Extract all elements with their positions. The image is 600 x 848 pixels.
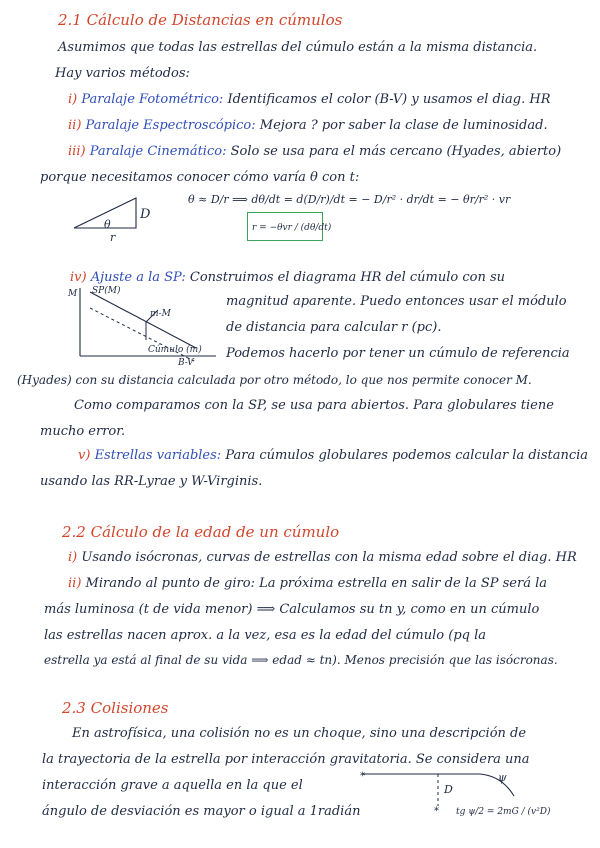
- item-marker: ii): [68, 118, 82, 133]
- collision-line1: En astrofísica, una colisión no es un choque, sino una descripción de: [72, 726, 527, 741]
- section-number: 2.1: [58, 11, 82, 29]
- formula-box-text: r = −θvr / (dθ/dt): [252, 223, 332, 233]
- triangle-side: D: [140, 207, 151, 222]
- collision-distance-label: D: [444, 783, 453, 796]
- method-ii: [68, 118, 548, 134]
- hr-sp-label: SP(M): [92, 286, 121, 296]
- item-text: Construimos el diagrama HR del cúmulo con su: [189, 270, 506, 285]
- hr-modulus-label: m-M: [150, 309, 171, 319]
- method-iv-line7: mucho error.: [40, 424, 126, 439]
- item-title: Paralaje Fotométrico:: [81, 92, 224, 107]
- section-number: 2.3: [62, 699, 86, 717]
- triangle-theta: θ: [104, 218, 111, 231]
- item-text: Mirando al punto de giro: La próxima estrella en salir de la SP será la: [85, 576, 547, 591]
- section-number: 2.2: [62, 523, 86, 541]
- age-line2: las estrellas nacen aprox. a la vez, esa es la edad del cúmulo (pq la: [44, 628, 486, 643]
- item-marker: i): [68, 92, 78, 107]
- item-title: Paralaje Espectroscópico:: [85, 118, 256, 133]
- method-i: [68, 92, 551, 108]
- item-marker: ii): [68, 576, 82, 591]
- section-2-2-heading: [62, 524, 339, 540]
- item-marker: iv): [70, 270, 87, 285]
- item-title: Estrellas variables:: [94, 448, 222, 463]
- formula-main: θ ≈ D/r ⟹ dθ/dt = d(D/r)/dt = − D/r² · dr/dt = − θr/r² · vr: [188, 193, 511, 206]
- method-iv-line2: magnitud aparente. Puedo entonces usar el módulo: [226, 294, 567, 309]
- collision-line3: interacción grave a aquella en la que el: [42, 778, 303, 793]
- age-method-ii: [68, 576, 547, 592]
- svg-text:*: *: [434, 806, 439, 817]
- item-title: Paralaje Cinemático:: [89, 144, 227, 159]
- porque-line: porque necesitamos conocer cómo varía θ con t:: [40, 170, 360, 185]
- triangle-base: r: [110, 231, 116, 244]
- section-title: Cálculo de Distancias en cúmulos: [86, 11, 343, 29]
- item-title: Ajuste a la SP:: [90, 270, 186, 285]
- item-marker: v): [78, 448, 91, 463]
- age-method-i: [68, 550, 577, 566]
- section-title: Colisiones: [90, 699, 169, 717]
- methods-line: Hay varios métodos:: [55, 66, 190, 81]
- method-iv-line6: Como comparamos con la SP, se usa para abiertos. Para globulares tiene: [74, 398, 554, 413]
- item-text: Para cúmulos globulares podemos calcular la distancia: [225, 448, 589, 463]
- hr-y-axis-label: M: [68, 289, 78, 299]
- method-iii: [68, 144, 561, 160]
- hr-cluster-label: Cúmulo (m): [148, 345, 202, 355]
- item-text: Identificamos el color (B-V) y usamos el diag. HR: [227, 92, 551, 107]
- method-iv-line4: Podemos hacerlo por tener un cúmulo de referencia: [226, 346, 570, 361]
- collision-angle-label: ψ: [498, 771, 507, 784]
- method-v-line2: usando las RR-Lyrae y W-Virginis.: [40, 474, 263, 489]
- section-2-3-heading: [62, 700, 169, 716]
- collision-line4: ángulo de desviación es mayor o igual a 1radián: [42, 804, 361, 819]
- method-iv-line1: [70, 270, 505, 286]
- formula-box: [247, 212, 332, 241]
- collision-line2: la trayectoria de la estrella por interacción gravitatoria. Se considera una: [42, 752, 530, 767]
- item-marker: i): [68, 550, 78, 565]
- item-text: Usando isócronas, curvas de estrellas con la misma edad sobre el diag. HR: [81, 550, 577, 565]
- collision-formula: tg ψ/2 = 2mG / (v²D): [456, 807, 551, 817]
- section-title: Cálculo de la edad de un cúmulo: [90, 523, 340, 541]
- age-line1: más luminosa (t de vida menor) ⟹ Calculamos su tn y, como en un cúmulo: [44, 602, 540, 617]
- method-v-line1: [78, 448, 588, 464]
- section-2-1-heading: [58, 12, 342, 28]
- method-iv-line3: de distancia para calcular r (pc).: [226, 320, 442, 335]
- age-line3: estrella ya está al final de su vida ⟹ edad ≈ tn). Menos precisión que las isócronas.: [44, 653, 558, 667]
- item-text: Solo se usa para el más cercano (Hyades, abierto): [230, 144, 562, 159]
- item-text: Mejora ? por saber la clase de luminosidad.: [259, 118, 548, 133]
- hr-x-axis-label: B-V: [178, 358, 194, 368]
- intro-line: Asumimos que todas las estrellas del cúmulo están a la misma distancia.: [58, 40, 538, 55]
- svg-text:*: *: [360, 771, 365, 782]
- item-marker: iii): [68, 144, 86, 159]
- method-iv-line5: (Hyades) con su distancia calculada por otro método, lo que nos permite conocer M.: [17, 373, 532, 387]
